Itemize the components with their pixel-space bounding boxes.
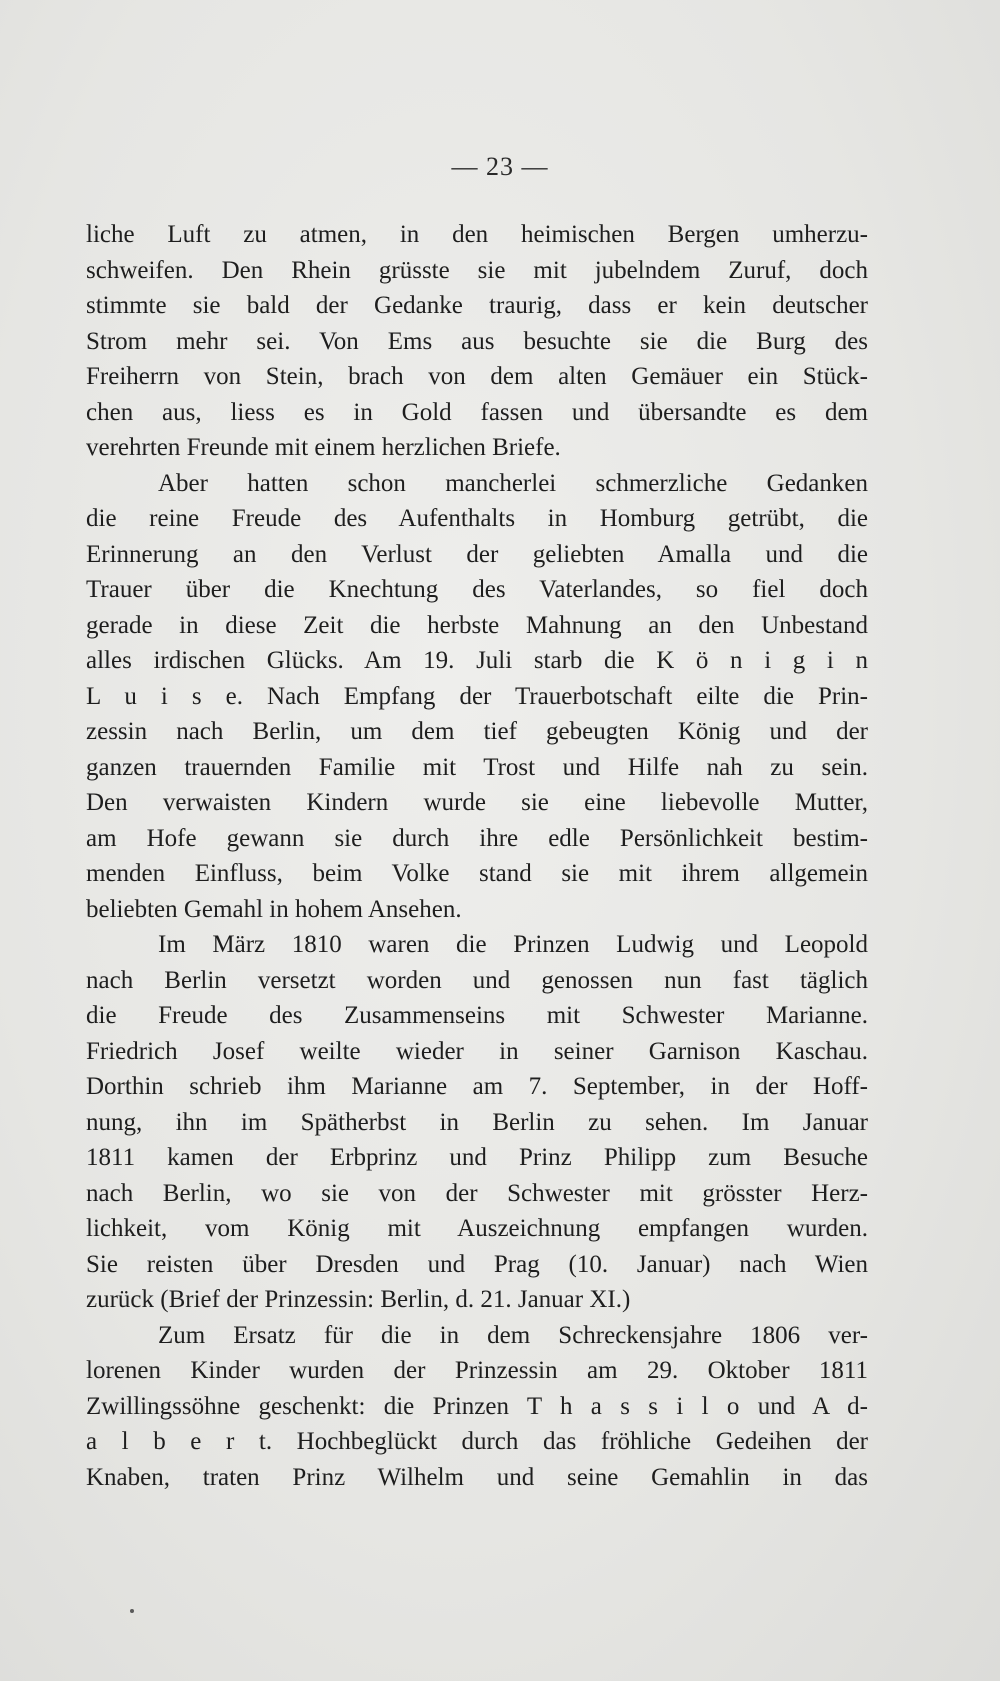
text-line: gerade in diese Zeit die herbste Mahnung an den Unbestand (86, 611, 868, 639)
text-line: Dorthin schrieb ihm Marianne am 7. September, in der Hoff- (86, 1073, 868, 1100)
text-line: Friedrich Josef weilte wieder in seiner Garnison Kaschau. (86, 1037, 868, 1065)
text-line: Strom mehr sei. Von Ems aus besuchte sie die Burg des (86, 327, 868, 355)
text-line: Trauer über die Knechtung des Vaterlandes, so fiel doch (86, 576, 868, 603)
text-line: alles irdischen Glücks. Am 19. Juli starb die K ö n i g i n (86, 647, 868, 674)
text-line: liche Luft zu atmen, in den heimischen Bergen umherzu- (86, 221, 868, 248)
text-line: stimmte sie bald der Gedanke traurig, dass er kein deutscher (86, 292, 868, 319)
text-line: Freiherrn von Stein, brach von dem alten Gemäuer ein Stück- (86, 363, 868, 390)
text-line: Zwillingssöhne geschenkt: die Prinzen T h a s s i l o und A d- (86, 1392, 868, 1420)
text-line: die Freude des Zusammenseins mit Schwester Marianne. (86, 1002, 868, 1029)
text-line: Aber hatten schon mancherlei schmerzliche Gedanken (158, 469, 868, 497)
text-line: lorenen Kinder wurden der Prinzessin am 29. Oktober 1811 (86, 1357, 868, 1384)
text-line: 1811 kamen der Erbprinz und Prinz Philipp zum Besuche (86, 1144, 868, 1171)
text-line: beliebten Gemahl in hohem Ansehen. (86, 895, 462, 923)
text-line: zessin nach Berlin, um dem tief gebeugten König und der (86, 718, 868, 745)
text-line: nach Berlin, wo sie von der Schwester mit grösster Herz- (86, 1179, 868, 1207)
text-line: die reine Freude des Aufenthalts in Homburg getrübt, die (86, 505, 868, 532)
text-line: lichkeit, vom König mit Auszeichnung empfangen wurden. (86, 1215, 868, 1242)
text-line: am Hofe gewann sie durch ihre edle Persönlichkeit bestim- (86, 824, 868, 852)
text-line: schweifen. Den Rhein grüsste sie mit jubelndem Zuruf, doch (86, 256, 868, 284)
text-line: L u i s e. Nach Empfang der Trauerbotschaft eilte die Prin- (86, 682, 868, 710)
text-line: zurück (Brief der Prinzessin: Berlin, d. 21. Januar XI.) (86, 1286, 631, 1313)
text-line: ganzen trauernden Familie mit Trost und Hilfe nah zu sein. (86, 753, 868, 781)
text-line: nach Berlin versetzt worden und genossen nun fast täglich (86, 966, 868, 994)
text-line: Den verwaisten Kindern wurde sie eine liebevolle Mutter, (86, 789, 868, 816)
page-number: — 23 — (451, 152, 549, 181)
text-line: Knaben, traten Prinz Wilhelm und seine Gemahlin in das (86, 1463, 868, 1491)
text-line: a l b e r t. Hochbeglückt durch das fröhliche Gedeihen der (86, 1428, 868, 1455)
body-text (86, 217, 868, 1495)
text-line: nung, ihn im Spätherbst in Berlin zu sehen. Im Januar (86, 1108, 868, 1136)
text-line: Sie reisten über Dresden und Prag (10. Januar) nach Wien (86, 1250, 868, 1278)
text-line: verehrten Freunde mit einem herzlichen Briefe. (86, 434, 561, 461)
text-line: Zum Ersatz für die in dem Schreckensjahre 1806 ver- (158, 1321, 868, 1349)
text-line: chen aus, liess es in Gold fassen und übersandte es dem (86, 398, 868, 426)
paper-speck (130, 1609, 134, 1613)
text-line: Erinnerung an den Verlust der geliebten Amalla und die (86, 540, 868, 568)
text-line: menden Einfluss, beim Volke stand sie mit ihrem allgemein (86, 860, 868, 887)
text-line: Im März 1810 waren die Prinzen Ludwig und Leopold (158, 931, 868, 958)
